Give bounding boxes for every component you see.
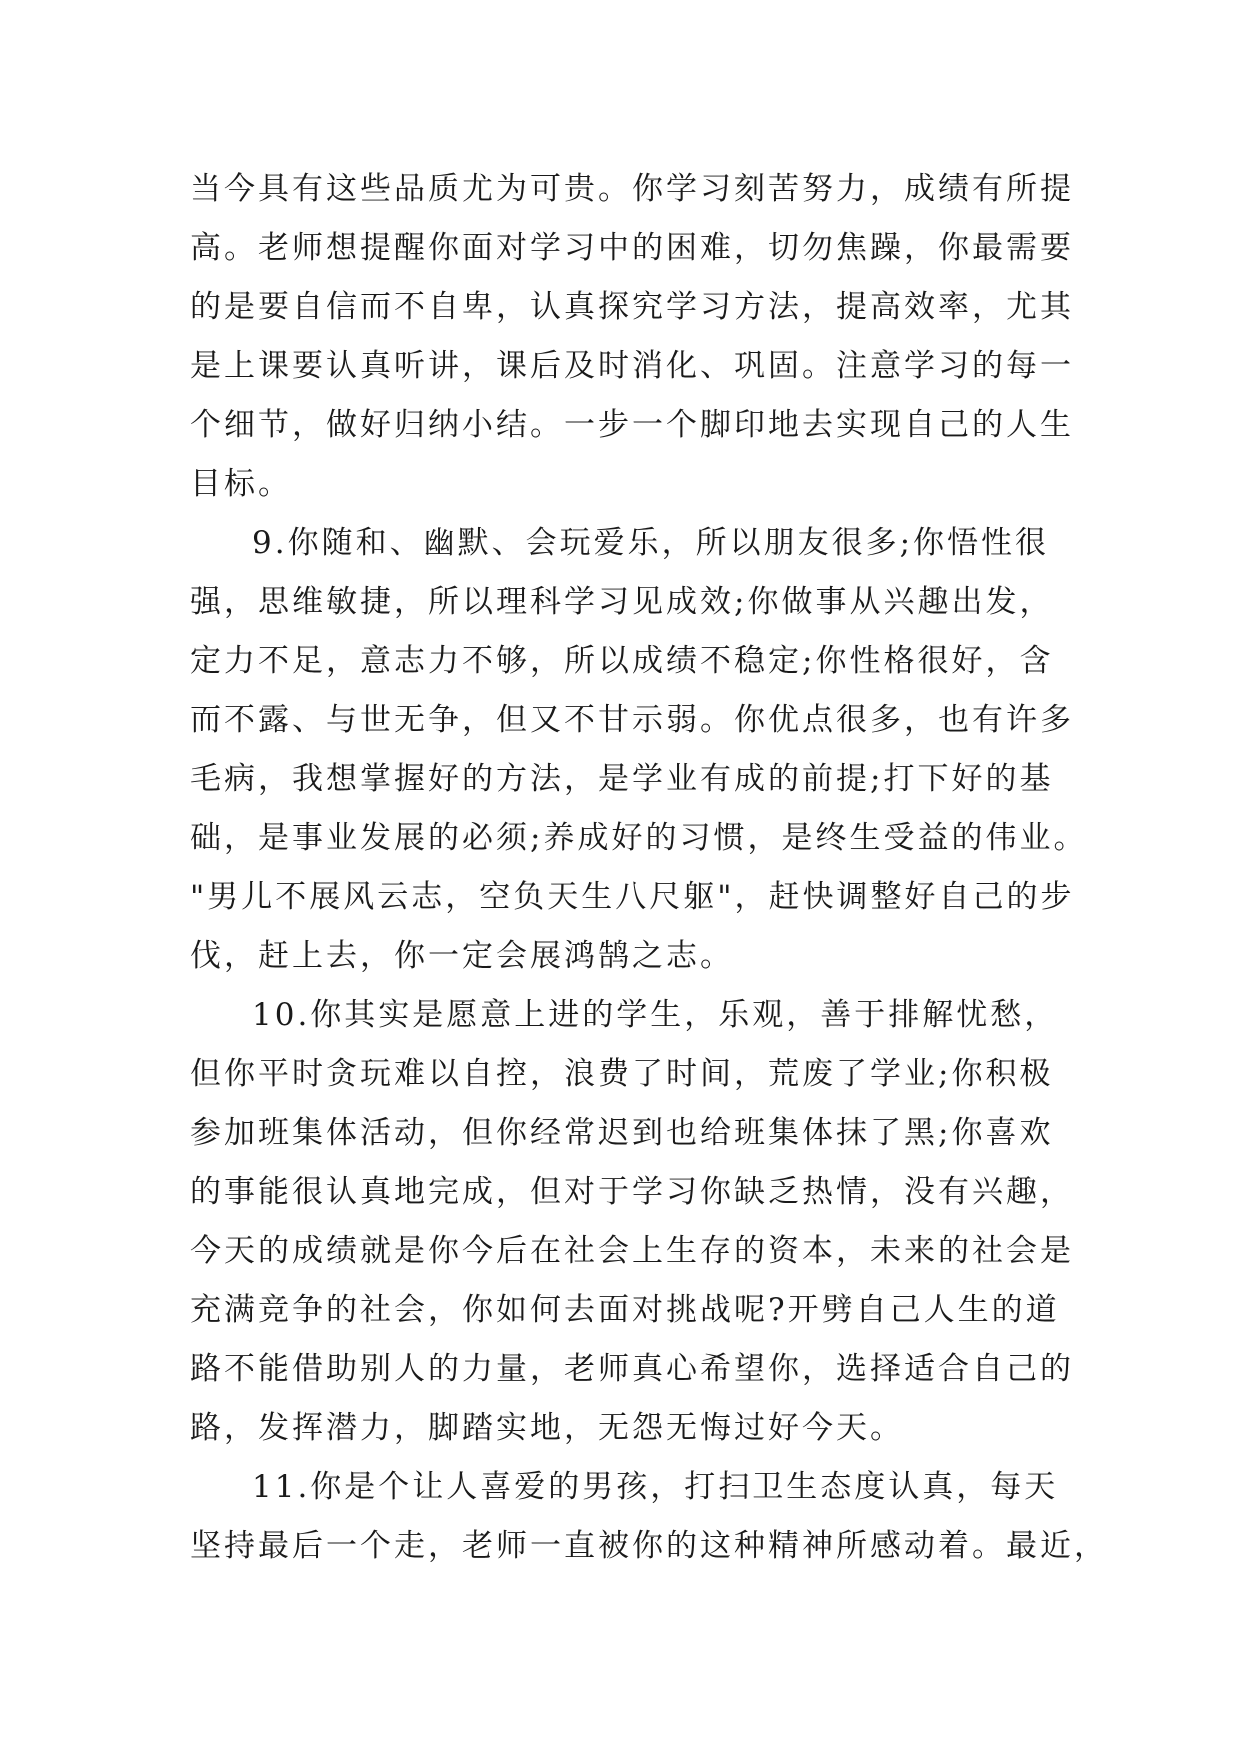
text-line: 充满竞争的社会，你如何去面对挑战呢?开劈自己人生的道 — [190, 1292, 1060, 1328]
paragraph-item-9 — [190, 514, 1088, 986]
text-line: 高。老师想提醒你面对学习中的困难，切勿焦躁，你最需要 — [190, 230, 1074, 266]
text-line: 目标。 — [190, 466, 292, 502]
document-body — [190, 160, 1108, 1576]
text-line: 伐，赶上去，你一定会展鸿鹄之志。 — [190, 938, 734, 974]
text-line: 今天的成绩就是你今后在社会上生存的资本，未来的社会是 — [190, 1233, 1074, 1269]
text-line: 路，发挥潜力，脚踏实地，无怨无悔过好今天。 — [190, 1410, 904, 1446]
text-line: 的是要自信而不自卑，认真探究学习方法，提高效率，尤其 — [190, 289, 1074, 325]
text-line: "男儿不展风云志，空负天生八尺躯"，赶快调整好自己的步 — [190, 879, 1075, 915]
text-line: 但你平时贪玩难以自控，浪费了时间，荒废了学业;你积极 — [190, 1056, 1054, 1092]
text-line: 而不露、与世无争，但又不甘示弱。你优点很多，也有许多 — [190, 702, 1074, 738]
text-line: 10.你其实是愿意上进的学生，乐观，善于排解忧愁， — [252, 997, 1059, 1033]
text-line: 础，是事业发展的必须;养成好的习惯，是终生受益的伟业。 — [190, 820, 1088, 856]
text-line: 定力不足，意志力不够，所以成绩不稳定;你性格很好，含 — [190, 643, 1054, 679]
text-line: 参加班集体活动，但你经常迟到也给班集体抹了黑;你喜欢 — [190, 1115, 1054, 1151]
text-line: 11.你是个让人喜爱的男孩，打扫卫生态度认真，每天 — [252, 1469, 1059, 1505]
text-line: 毛病，我想掌握好的方法，是学业有成的前提;打下好的基 — [190, 761, 1054, 797]
paragraph-item-10 — [190, 986, 1074, 1458]
text-line: 路不能借助别人的力量，老师真心希望你，选择适合自己的 — [190, 1351, 1074, 1387]
paragraph-continuation — [190, 160, 1074, 514]
paragraph-item-11 — [190, 1458, 1108, 1576]
text-line: 强，思维敏捷，所以理科学习见成效;你做事从兴趣出发， — [190, 584, 1054, 620]
text-line: 坚持最后一个走，老师一直被你的这种精神所感动着。最近， — [190, 1528, 1108, 1564]
text-line: 的事能很认真地完成，但对于学习你缺乏热情，没有兴趣， — [190, 1174, 1074, 1210]
text-line: 9.你随和、幽默、会玩爱乐，所以朋友很多;你悟性很 — [252, 525, 1050, 561]
text-line: 个细节，做好归纳小结。一步一个脚印地去实现自己的人生 — [190, 407, 1074, 443]
text-line: 是上课要认真听讲，课后及时消化、巩固。注意学习的每一 — [190, 348, 1074, 384]
text-line: 当今具有这些品质尤为可贵。你学习刻苦努力，成绩有所提 — [190, 171, 1074, 207]
